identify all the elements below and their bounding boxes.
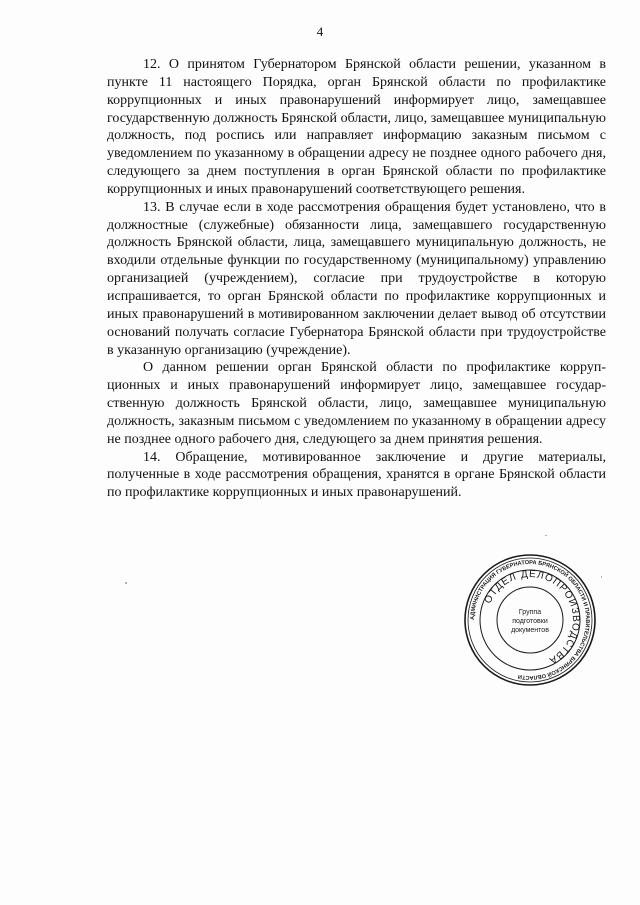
scan-speck <box>601 576 602 578</box>
stamp-center-line-2: подготовки <box>512 618 548 625</box>
stamp-middle-ring-text: ОТДЕЛ ДЕЛОПРОИЗВОДСТВА <box>482 568 582 667</box>
stamp-center-line-3: документов <box>511 627 549 634</box>
document-body <box>107 56 606 502</box>
scan-speck <box>545 535 547 536</box>
paragraph-12: 12. О принятом Губернатором Брянской области решении, указанном в пункте 11 настоящего Порядка, орган Брянской области по профилактике коррупционных и иных правонарушений информирует лицо, замещавшее государственную должность Брянской области, лицо, замещавшее муниципальную должность, под роспись или направляет информацию заказным письмом с уведомлением по указанному в обращении адресу не позднее одного рабочего дня, следующего за днем поступления в орган Брянской области по профилактике коррупционных и иных правонарушений соответствующего решения. <box>107 57 606 197</box>
paragraph-14: 14. Обращение, мотивированное заключение и другие материалы, полученные в ходе рассмотрения обращения, хранятся в органе Брянской области по профилактике коррупционных и иных правонарушений. <box>107 449 606 501</box>
stamp-center-line-1: Группа <box>518 609 542 616</box>
paragraph-13: 13. В случае если в ходе рассмотрения обращения будет установлено, что в должностные (служебные) обязанности лица, замещавшего государственную должность Брянской области, лица, замещавшего муниципальную должность, не входили отдельные функции по государственному (муниципальному) управлению организацией (учреждением), согласие при трудоустройстве в которую испрашивается, то орган Брянской области по профилактике коррупционных и иных правонарушений в мотивированном заключении делает вывод об отсутствии оснований получать согласие Губернатора Брянской области при трудоустройстве в указанную организацию (учреждение). <box>107 199 606 358</box>
official-stamp <box>463 553 597 687</box>
scan-speck <box>125 582 127 584</box>
page-number: 4 <box>316 24 324 39</box>
stamp-outer-ring-text: АДМИНИСТРАЦИЯ ГУБЕРНАТОРА БРЯНСКОЙ ОБЛАСТИ И ПРАВИТЕЛЬСТВА БРЯНСКОЙ ОБЛАСТИ <box>469 559 591 681</box>
paragraph-13-notice: О данном решении орган Брянской области по профилактике коррупционных и иных правонарушений информирует лицо, замещавшее государственную должность Брянской области, лицо, замещавшее муниципальную должность, заказным письмом с уведомлением по указанному в обращении адресу не позднее одного рабочего дня, следующего за днем принятия решения. <box>107 360 606 447</box>
